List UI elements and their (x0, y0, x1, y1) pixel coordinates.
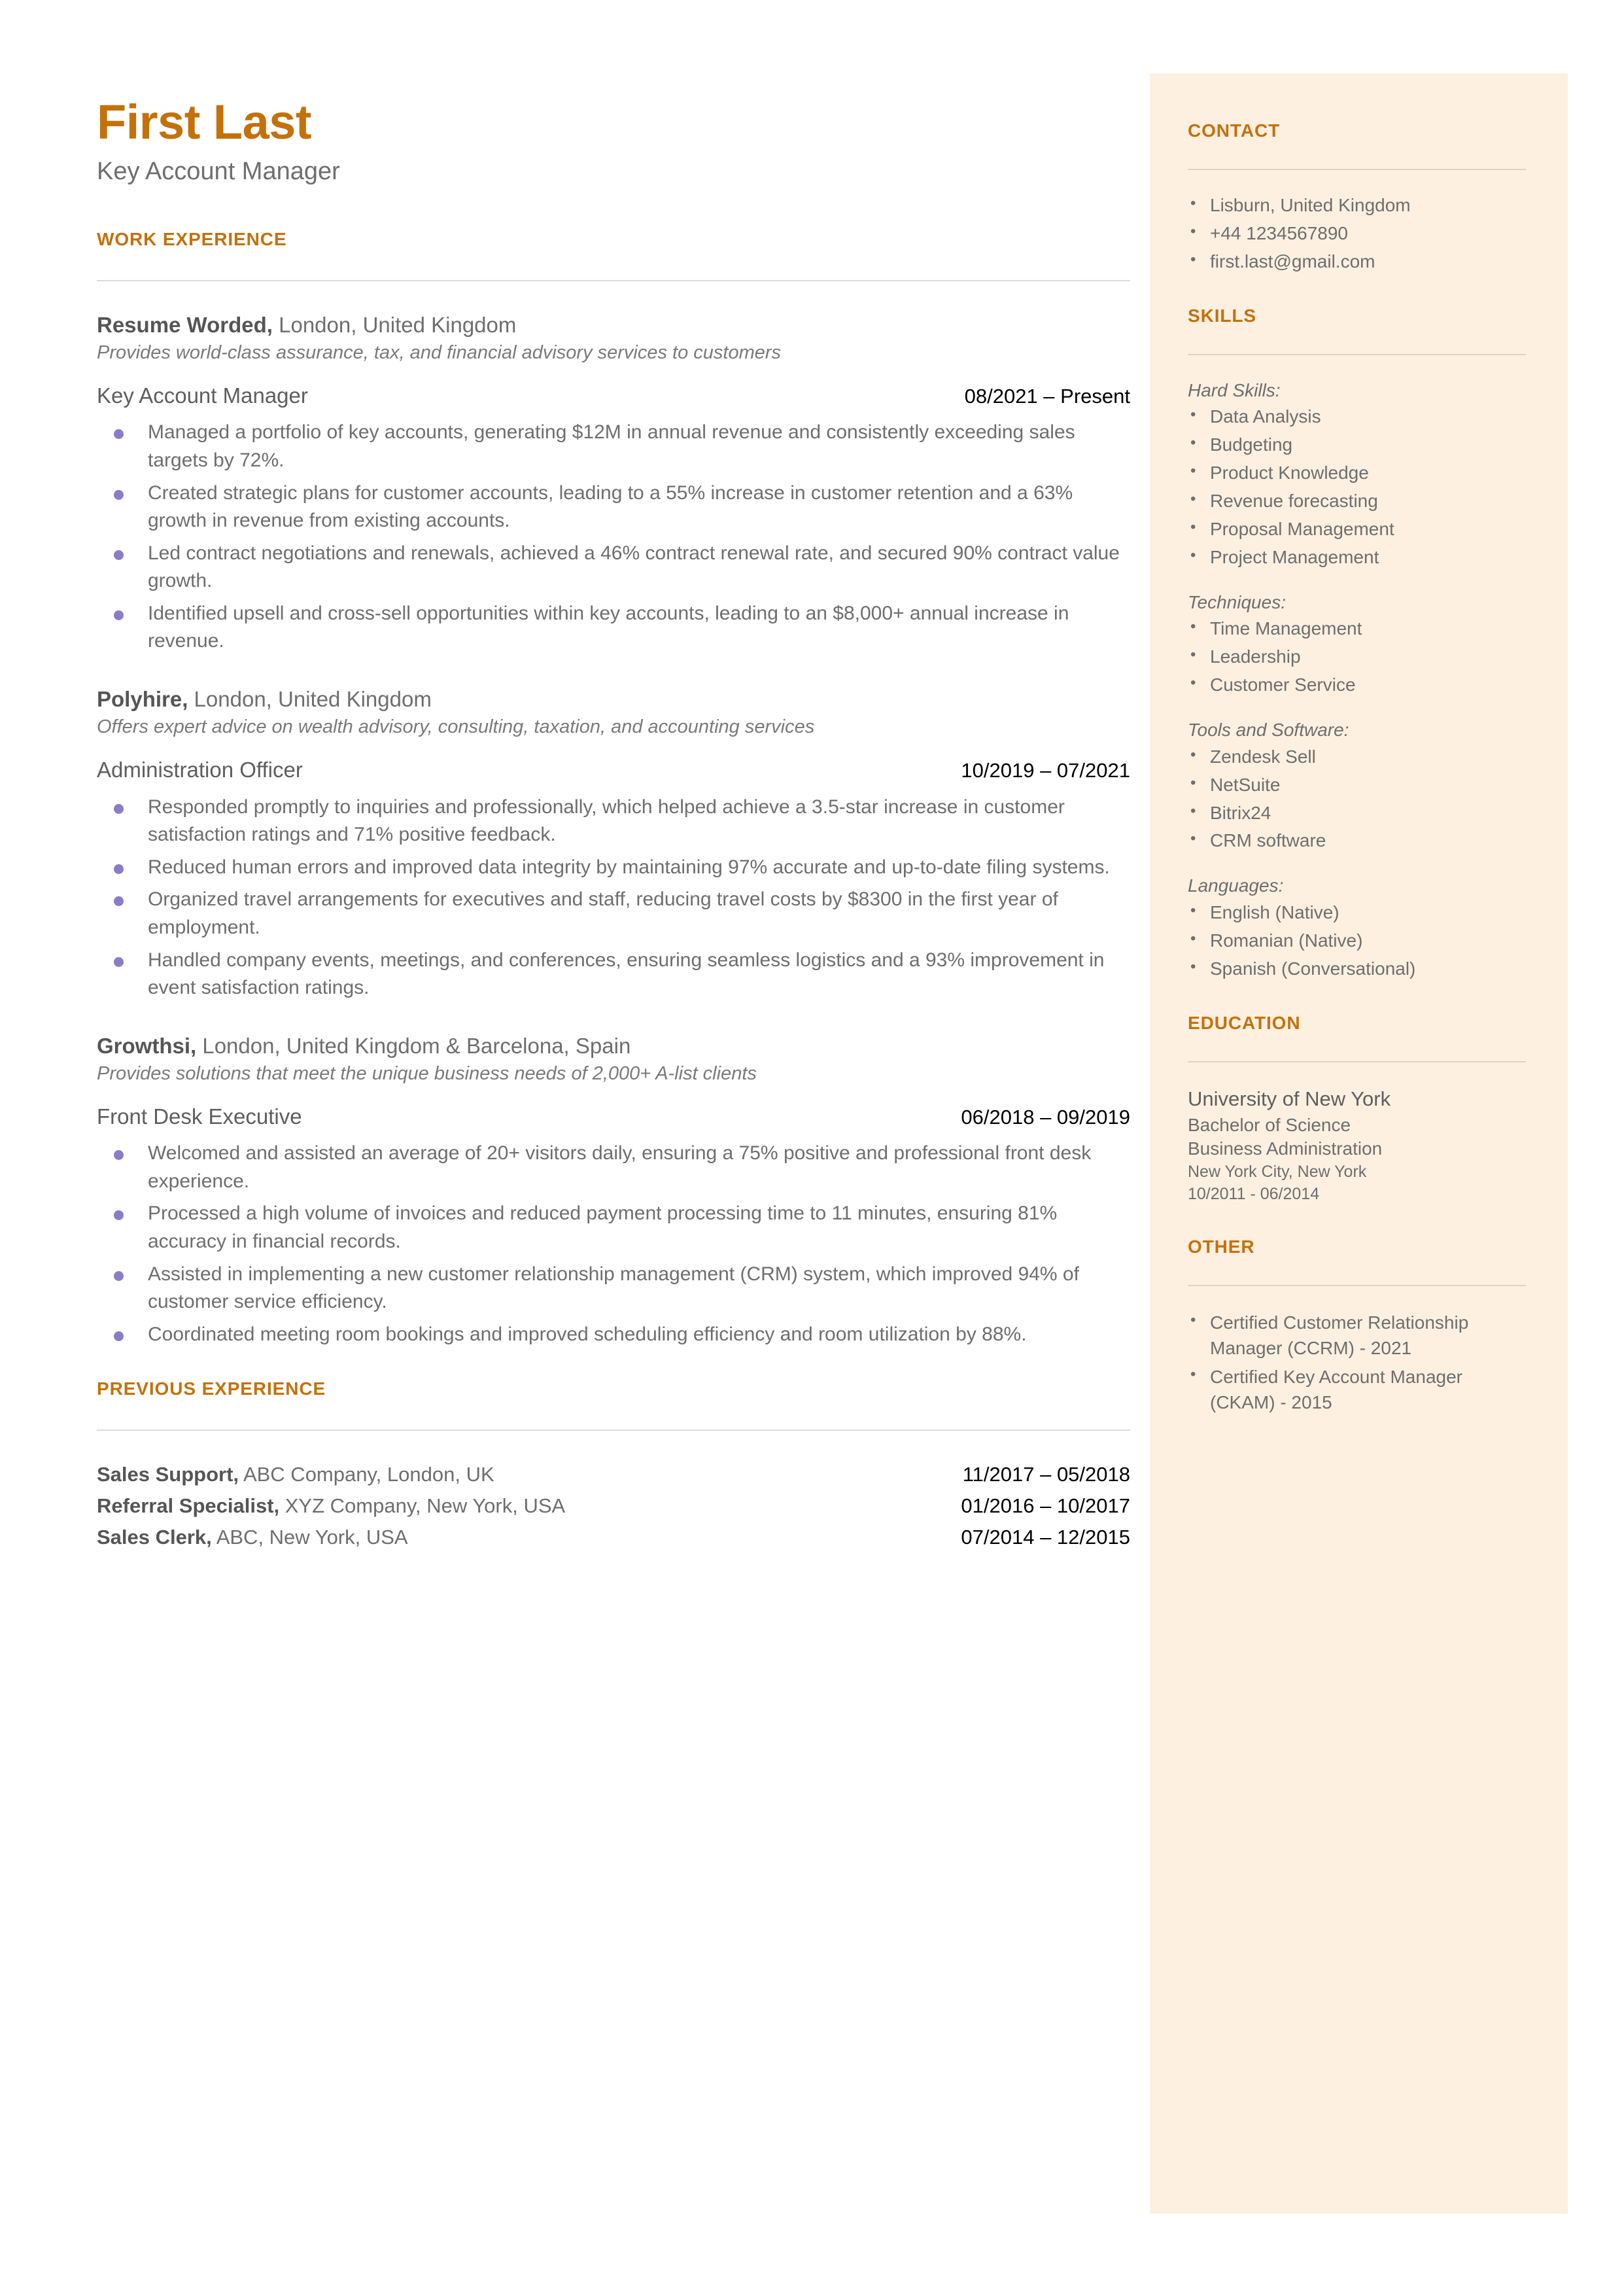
job-company-location: London, United Kingdom (272, 312, 517, 337)
job-bullet: Responded promptly to inquiries and professionally, which helped achieve a 3.5-star increase in customer satisfaction ratings and 71% positive feedback. (97, 794, 1130, 849)
job-bullet: Assisted in implementing a new customer relationship management (CRM) system, which improved 94% of customer service efficiency. (97, 1261, 1130, 1316)
work-experience-entry (97, 1032, 1130, 1349)
job-bullet: Coordinated meeting room bookings and improved scheduling efficiency and room utilization by 88%. (97, 1321, 1130, 1349)
job-role-title: Administration Officer (97, 758, 303, 782)
language-item: • Romanian (Native) (1188, 929, 1526, 953)
job-role-row (97, 1104, 1130, 1130)
job-bullet: Processed a high volume of invoices and reduced payment processing time to 11 minutes, ensuring 81% accuracy in financial records. (97, 1200, 1130, 1255)
job-company-name: Polyhire, (97, 687, 188, 712)
job-role-row (97, 757, 1130, 783)
education-section (1188, 1013, 1526, 1206)
skill-item: • Customer Service (1188, 673, 1526, 697)
section-title-previous-experience: PREVIOUS EXPERIENCE (97, 1378, 326, 1399)
job-bullet: Led contract negotiations and renewals, achieved a 46% contract renewal rate, and secured 90% contract value growth. (97, 540, 1130, 595)
previous-role-line (97, 1524, 408, 1551)
job-bullet: Identified upsell and cross-sell opportunities within key accounts, leading to an $8,000+ annual increase in revenue. (97, 600, 1130, 656)
skill-item: • Bitrix24 (1188, 801, 1526, 826)
job-company-description: Provides world-class assurance, tax, and financial advisory services to customers (97, 342, 782, 364)
contact-list (1188, 194, 1526, 274)
certification-item: • Certified Key Account Manager (CKAM) - 2015 (1188, 1364, 1526, 1415)
job-date-range: 08/2021 – Present (964, 384, 1130, 408)
job-company-line (97, 686, 1130, 712)
section-title-education: EDUCATION (1188, 1012, 1301, 1033)
skill-item: • Revenue forecasting (1188, 489, 1526, 514)
skills-list (1188, 617, 1526, 697)
work-experience-entry (97, 686, 1130, 1002)
skill-item: • Time Management (1188, 617, 1526, 641)
skill-item: • CRM software (1188, 829, 1526, 853)
section-title-work-experience: WORK EXPERIENCE (97, 228, 287, 249)
job-company-name: Resume Worded, (97, 312, 273, 337)
job-role-title: Front Desk Executive (97, 1104, 302, 1129)
skill-item: • Proposal Management (1188, 517, 1526, 542)
job-bullet-list (97, 794, 1130, 1002)
skills-group-label: Techniques: (1188, 591, 1286, 612)
skills-group-label: Tools and Software: (1188, 720, 1349, 741)
previous-role-detail: ABC Company, London, UK (239, 1463, 494, 1486)
previous-role-title: Sales Support, (97, 1463, 239, 1486)
job-company-line (97, 311, 1130, 338)
previous-experience-entry (97, 1524, 1130, 1551)
other-list (1188, 1310, 1526, 1415)
skill-item: • Budgeting (1188, 433, 1526, 457)
section-title-skills: SKILLS (1188, 305, 1256, 326)
skill-item: • Project Management (1188, 546, 1526, 570)
job-bullet: Created strategic plans for customer accounts, leading to a 55% increase in customer retention and a 63% growth in revenue from existing accounts. (97, 480, 1130, 535)
skill-item: • Leadership (1188, 645, 1526, 669)
skills-list (1188, 745, 1526, 854)
skills-list (1188, 405, 1526, 570)
work-experience-section (97, 229, 1130, 1349)
education-school: University of New York (1188, 1087, 1391, 1110)
contact-item-location: • Lisburn, United Kingdom (1188, 194, 1526, 218)
previous-role-detail: ABC, New York, USA (211, 1526, 408, 1549)
sidebar-divider (1188, 169, 1526, 170)
skills-group-tools-and-software (1188, 718, 1526, 853)
section-divider (97, 280, 1130, 281)
language-item: • English (Native) (1188, 901, 1526, 925)
skill-item: • Product Knowledge (1188, 461, 1526, 485)
job-company-description: Offers expert advice on wealth advisory, consulting, taxation, and accounting services (97, 716, 815, 738)
sidebar-divider (1188, 354, 1526, 355)
sidebar-divider (1188, 1285, 1526, 1286)
previous-experience-entry (97, 1492, 1130, 1520)
previous-date-range: 01/2016 – 10/2017 (961, 1494, 1130, 1518)
job-bullet: Reduced human errors and improved data integrity by maintaining 97% accurate and up-to-date filing systems. (97, 854, 1130, 882)
previous-role-detail: XYZ Company, New York, USA (279, 1494, 566, 1518)
skill-item: • Zendesk Sell (1188, 745, 1526, 769)
previous-date-range: 07/2014 – 12/2015 (961, 1526, 1130, 1549)
previous-role-title: Referral Specialist, (97, 1494, 280, 1518)
previous-experience-entry (97, 1461, 1130, 1488)
job-role-title: Key Account Manager (97, 383, 308, 408)
certification-item: • Certified Customer Relationship Manager (CCRM) - 2021 (1188, 1310, 1526, 1361)
job-bullet-list (97, 1140, 1130, 1348)
other-section (1188, 1236, 1526, 1415)
skills-section (1188, 306, 1526, 981)
contact-item-email[interactable]: • first.last@gmail.com (1188, 250, 1526, 274)
job-bullet: Organized travel arrangements for executives and staff, reducing travel costs by $8300 in the first year of employment. (97, 886, 1130, 941)
previous-role-line (97, 1461, 494, 1488)
job-bullet: Handled company events, meetings, and conferences, ensuring seamless logistics and a 93% improvement in event satisfaction ratings. (97, 947, 1130, 1002)
education-date-range: 10/2011 - 06/2014 (1188, 1184, 1320, 1203)
job-bullet-list (97, 419, 1130, 656)
job-date-range: 06/2018 – 09/2019 (961, 1105, 1130, 1129)
job-company-description: Provides solutions that meet the unique business needs of 2,000+ A-list clients (97, 1063, 757, 1085)
main-column (97, 95, 1130, 1555)
skills-list (1188, 901, 1526, 981)
job-company-location: London, United Kingdom (188, 687, 432, 712)
previous-date-range: 11/2017 – 05/2018 (962, 1463, 1130, 1486)
job-role-row (97, 383, 1130, 409)
language-item: • Spanish (Conversational) (1188, 957, 1526, 981)
education-field: Business Administration (1188, 1138, 1383, 1159)
job-company-name: Growthsi, (97, 1033, 197, 1058)
contact-item-phone[interactable]: • +44 1234567890 (1188, 222, 1526, 246)
candidate-name: First Last (97, 95, 312, 149)
candidate-job-title: Key Account Manager (97, 158, 340, 185)
skills-group-label: Languages: (1188, 875, 1284, 896)
previous-role-line (97, 1492, 565, 1520)
sidebar-divider (1188, 1061, 1526, 1062)
skills-group-languages (1188, 874, 1526, 981)
skills-group-techniques (1188, 591, 1526, 697)
contact-section (1188, 120, 1526, 274)
job-company-location: London, United Kingdom & Barcelona, Spain (196, 1033, 631, 1058)
section-title-other: OTHER (1188, 1236, 1255, 1257)
job-bullet: Managed a portfolio of key accounts, generating $12M in annual revenue and consistently exceeding sales targets by 72%. (97, 419, 1130, 474)
job-company-line (97, 1032, 1130, 1059)
previous-role-title: Sales Clerk, (97, 1526, 212, 1549)
job-bullet: Welcomed and assisted an average of 20+ visitors daily, ensuring a 75% positive and professional front desk experience. (97, 1140, 1130, 1195)
skill-item: • Data Analysis (1188, 405, 1526, 429)
previous-experience-section (97, 1378, 1130, 1551)
section-title-contact: CONTACT (1188, 120, 1281, 141)
education-degree: Bachelor of Science (1188, 1114, 1351, 1135)
skills-group-hard-skills (1188, 379, 1526, 570)
section-divider (97, 1429, 1130, 1431)
job-date-range: 10/2019 – 07/2021 (961, 759, 1130, 782)
sidebar (1150, 73, 1568, 2214)
skill-item: • NetSuite (1188, 773, 1526, 797)
skills-group-label: Hard Skills: (1188, 379, 1281, 400)
education-location: New York City, New York (1188, 1162, 1367, 1181)
work-experience-entry (97, 311, 1130, 656)
